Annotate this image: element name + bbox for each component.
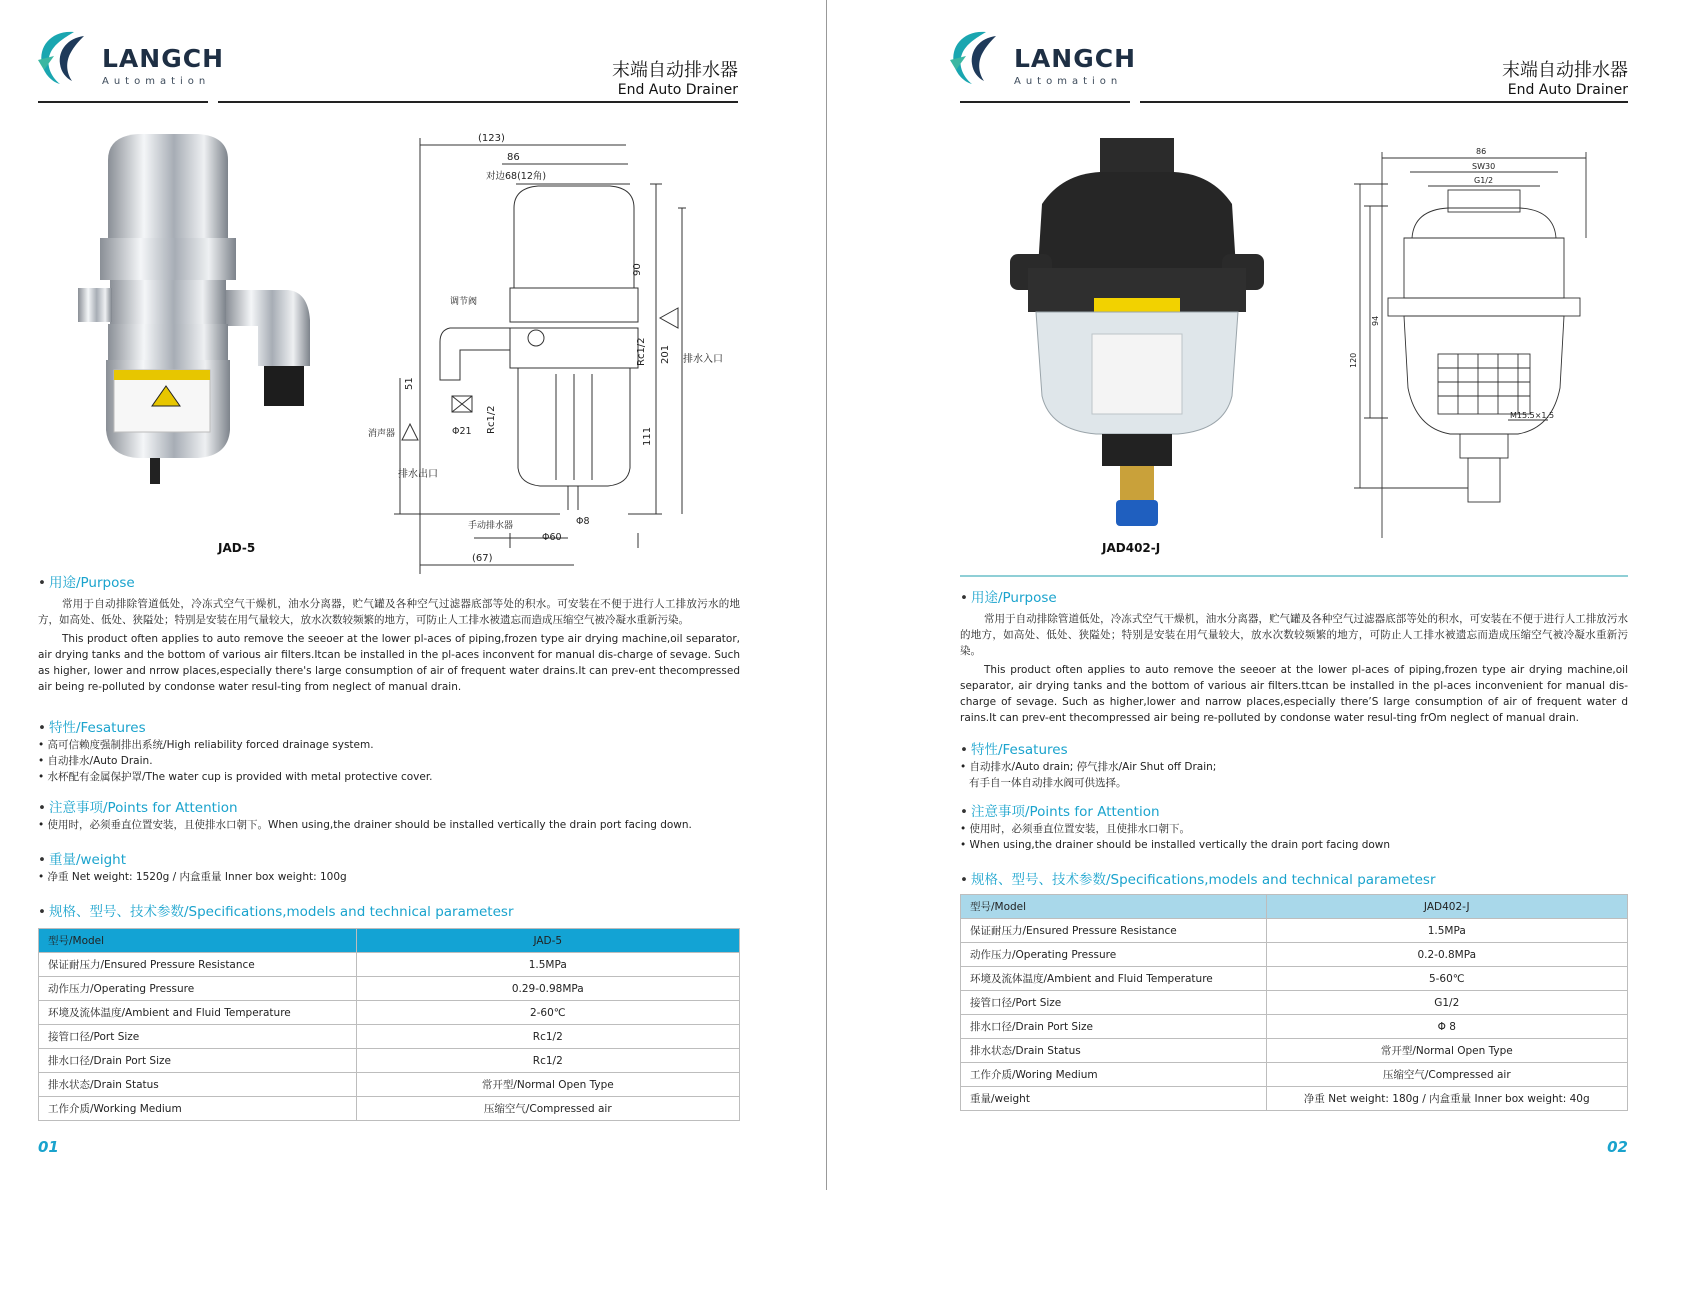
- table-cell: 排水口径/Drain Port Size: [961, 1015, 1267, 1039]
- weight-section: [38, 852, 740, 885]
- purpose-en: This product often applies to auto remove the seeoer at the lower pl-aces of piping,frozen type air drying machine,oil separator, air drying tanks and the bottom of various air filters.ttcan be installed in the pl-aces inconvenient for manual dis-charge of sevage. Such as higher,lower and narrow places,especially there’S large consumption of air of frequent water d rains.It can prev-ent thecompressed air being re-polluted by condonse water resul-ting frOm neglect of manual drain.: [960, 664, 1628, 724]
- brand-name: LANGCH: [1014, 44, 1136, 73]
- table-cell: G1/2: [1266, 991, 1627, 1015]
- brand-tagline: Automation: [1014, 76, 1123, 87]
- specs-section-title: [960, 872, 1628, 889]
- dim-phi21: Φ21: [452, 426, 472, 437]
- table-cell: 重量/weight: [961, 1087, 1267, 1111]
- header-rule-short: [960, 101, 1130, 103]
- purpose-section: [38, 575, 740, 695]
- title-zh: 末端自动排水器: [1502, 60, 1628, 81]
- dim-phi60: Φ60: [542, 532, 562, 543]
- attention-item: • 使用时，必须垂直位置安装，且使排水口朝下。: [960, 821, 1628, 837]
- attention-title: • 注意事项/Points for Attention: [960, 804, 1160, 820]
- dim-86: 86: [507, 152, 520, 163]
- table-cell: 环境及流体温度/Ambient and Fluid Temperature: [39, 1001, 357, 1025]
- langch-logo-icon: [946, 26, 1008, 88]
- table-cell: Rc1/2: [356, 1025, 739, 1049]
- table-row: [39, 953, 740, 977]
- table-row: [961, 1015, 1628, 1039]
- page-title: [1502, 60, 1628, 99]
- brand-tagline: Automation: [102, 76, 211, 87]
- table-header-cell: 型号/Model: [39, 929, 357, 953]
- langch-logo-icon: [34, 26, 96, 88]
- weight-title: • 重量/weight: [38, 852, 127, 868]
- table-cell: 1.5MPa: [1266, 919, 1627, 943]
- table-row: [961, 943, 1628, 967]
- model-label: JAD402-J: [1102, 541, 1161, 555]
- purpose-en: This product often applies to auto remove the seeoer at the lower pl-aces of piping,frozen type air drying machine,oil separator, air drying tanks and the bottom of various air filters.Itcan be installed in the pl-aces inconvent for manual dis-charge of sevage. Such as higher, lower and nrrow places,especially there's large consumption of air of frequent water drains.It can prev-ent thecompressed air being re-polluted by condonse water resul-ting from neglect of manual drain.: [38, 633, 740, 693]
- table-row: [961, 919, 1628, 943]
- dim-phi8: Φ8: [576, 516, 590, 527]
- weight-item: • 净重 Net weight: 1520g / 内盒重量 Inner box weight: 100g: [38, 869, 740, 885]
- feature-item: • 自动排水/Auto drain; 停气排水/Air Shut off Drain;: [960, 759, 1628, 775]
- table-cell: 压缩空气/Compressed air: [1266, 1063, 1627, 1087]
- table-row: [961, 1087, 1628, 1111]
- brand-logo: [946, 26, 1136, 88]
- page-title: [612, 60, 738, 99]
- attention-section: [960, 804, 1628, 853]
- feature-item: • 自动排水/Auto Drain.: [38, 753, 740, 769]
- label-inlet: 排水入口: [683, 354, 723, 365]
- rc-right: Rc1/2: [636, 337, 647, 366]
- table-cell: 动作压力/Operating Pressure: [39, 977, 357, 1001]
- dim-g12: G1/2: [1474, 176, 1494, 185]
- dim-90: 90: [632, 263, 643, 276]
- table-row: [39, 1025, 740, 1049]
- table-cell: 常开型/Normal Open Type: [1266, 1039, 1627, 1063]
- brand-logo: [34, 26, 224, 88]
- table-cell: Φ 8: [1266, 1015, 1627, 1039]
- table-cell: 环境及流体温度/Ambient and Fluid Temperature: [961, 967, 1267, 991]
- header-rule-long: [218, 101, 738, 103]
- jad5-technical-drawing: [360, 128, 740, 576]
- label-muffler: 消声器: [368, 429, 396, 439]
- table-row: [39, 977, 740, 1001]
- header-rule-long: [1140, 101, 1628, 103]
- features-section: [960, 742, 1628, 791]
- label-valve: 调节阀: [450, 297, 478, 307]
- feature-item: • 高可信赖度强制排出系统/High reliability forced drainage system.: [38, 737, 740, 753]
- table-cell: 接管口径/Port Size: [39, 1025, 357, 1049]
- table-cell: 排水口径/Drain Port Size: [39, 1049, 357, 1073]
- table-header-row: [961, 895, 1628, 919]
- label-outlet: 排水出口: [398, 469, 438, 480]
- purpose-title: • 用途/Purpose: [38, 575, 135, 591]
- features-title: • 特性/Fesatures: [960, 742, 1068, 758]
- table-row: [961, 991, 1628, 1015]
- dim-94: 94: [1371, 315, 1380, 326]
- table-cell: 保证耐压力/Ensured Pressure Resistance: [39, 953, 357, 977]
- dim-86: 86: [1476, 147, 1487, 156]
- rc-left: Rc1/2: [486, 405, 497, 434]
- attention-section: [38, 800, 740, 833]
- table-cell: 0.2-0.8MPa: [1266, 943, 1627, 967]
- table-cell: 排水状态/Drain Status: [961, 1039, 1267, 1063]
- left-page: [0, 0, 826, 1299]
- specs-title: • 规格、型号、技术参数/Specifications,models and technical parametesr: [960, 872, 1436, 888]
- title-en: End Auto Drainer: [617, 82, 738, 98]
- purpose-section: [960, 590, 1628, 726]
- table-row: [961, 1063, 1628, 1087]
- page-number: 01: [38, 1138, 59, 1156]
- jad5-product-photo: [78, 130, 348, 540]
- page-divider: [826, 0, 827, 1190]
- table-row: [39, 1001, 740, 1025]
- title-zh: 末端自动排水器: [612, 60, 738, 81]
- table-cell: 1.5MPa: [356, 953, 739, 977]
- table-cell: 工作介质/Woring Medium: [961, 1063, 1267, 1087]
- header-rule-short: [38, 101, 208, 103]
- table-cell: 保证耐压力/Ensured Pressure Resistance: [961, 919, 1267, 943]
- specs-section-title: [38, 904, 740, 921]
- table-cell: 工作介质/Working Medium: [39, 1097, 357, 1121]
- title-en: End Auto Drainer: [1507, 82, 1628, 98]
- jad402j-technical-drawing: [1348, 138, 1658, 538]
- spec-table-jad402j: [960, 894, 1628, 1111]
- table-cell: 5-60℃: [1266, 967, 1627, 991]
- specs-title: • 规格、型号、技术参数/Specifications,models and technical parametesr: [38, 904, 514, 920]
- table-cell: 接管口径/Port Size: [961, 991, 1267, 1015]
- table-cell: 压缩空气/Compressed air: [356, 1097, 739, 1121]
- purpose-zh: 常用于自动排除管道低处，冷冻式空气干燥机，油水分离器，贮气罐及各种空气过滤器底部等处的积水。可安装在不便于进行人工排放污水的地方，如高处、低处、狭隘处；特别是安装在用气量较大，放水次数较频繁的地方，可防止人工排水被遗忘而造成压缩空气被冷凝水重新污染。: [38, 598, 740, 626]
- right-page: [828, 0, 1705, 1299]
- dim-sw30: SW30: [1472, 162, 1496, 171]
- attention-item: • When using,the drainer should be installed vertically the drain port facing down: [960, 837, 1628, 853]
- table-row: [961, 1039, 1628, 1063]
- attention-item: • 使用时，必须垂直位置安装，且使排水口朝下。When using,the drainer should be installed vertically the drain port facing down.: [38, 817, 740, 833]
- purpose-title: • 用途/Purpose: [960, 590, 1057, 606]
- purpose-zh: 常用于自动排除管道低处，冷冻式空气干燥机，油水分离器，贮气罐及各种空气过滤器底部等处的积水，可安装在不便于进行人工排放污水的地方，如高处、低处、狭隘处；特别是安装在用气量较大，放水次数较频繁的地方，可防止人工排水被遗忘而造成压缩空气被冷凝水重新污染。: [960, 613, 1628, 657]
- table-cell: Rc1/2: [356, 1049, 739, 1073]
- dim-51: 51: [404, 377, 415, 390]
- table-cell: 动作压力/Operating Pressure: [961, 943, 1267, 967]
- table-cell: 常开型/Normal Open Type: [356, 1073, 739, 1097]
- table-row: [39, 1073, 740, 1097]
- section-divider: [960, 575, 1628, 577]
- feature-item: 有手自一体自动排水阀可供选择。: [969, 777, 1127, 789]
- dim-111: 111: [642, 426, 653, 446]
- features-title: • 特性/Fesatures: [38, 720, 146, 736]
- dim-67: (67): [472, 553, 493, 564]
- table-cell: 排水状态/Drain Status: [39, 1073, 357, 1097]
- features-section: [38, 720, 740, 785]
- label-manual: 手动排水器: [468, 521, 514, 531]
- table-cell: 净重 Net weight: 180g / 内盒重量 Inner box weight: 40g: [1266, 1087, 1627, 1111]
- page-number: 02: [1607, 1138, 1628, 1156]
- table-row: [39, 1049, 740, 1073]
- attention-title: • 注意事项/Points for Attention: [38, 800, 238, 816]
- jad402j-product-photo: [1002, 134, 1272, 534]
- table-header-cell: 型号/Model: [961, 895, 1267, 919]
- table-header-row: [39, 929, 740, 953]
- table-header-cell: JAD-5: [356, 929, 739, 953]
- table-cell: 0.29-0.98MPa: [356, 977, 739, 1001]
- table-header-cell: JAD402-J: [1266, 895, 1627, 919]
- dim-123: (123): [478, 133, 505, 144]
- model-label: JAD-5: [218, 541, 256, 555]
- spec-table-jad5: [38, 928, 740, 1121]
- table-row: [39, 1097, 740, 1121]
- table-cell: 2-60℃: [356, 1001, 739, 1025]
- dim-68: 对边68(12角): [486, 171, 547, 182]
- dim-m15: M15.5×1.5: [1510, 411, 1555, 420]
- table-row: [961, 967, 1628, 991]
- dim-201: 201: [660, 344, 671, 364]
- brand-name: LANGCH: [102, 44, 224, 73]
- dim-120: 120: [1349, 352, 1358, 368]
- feature-item: • 水杯配有金属保护罩/The water cup is provided with metal protective cover.: [38, 769, 740, 785]
